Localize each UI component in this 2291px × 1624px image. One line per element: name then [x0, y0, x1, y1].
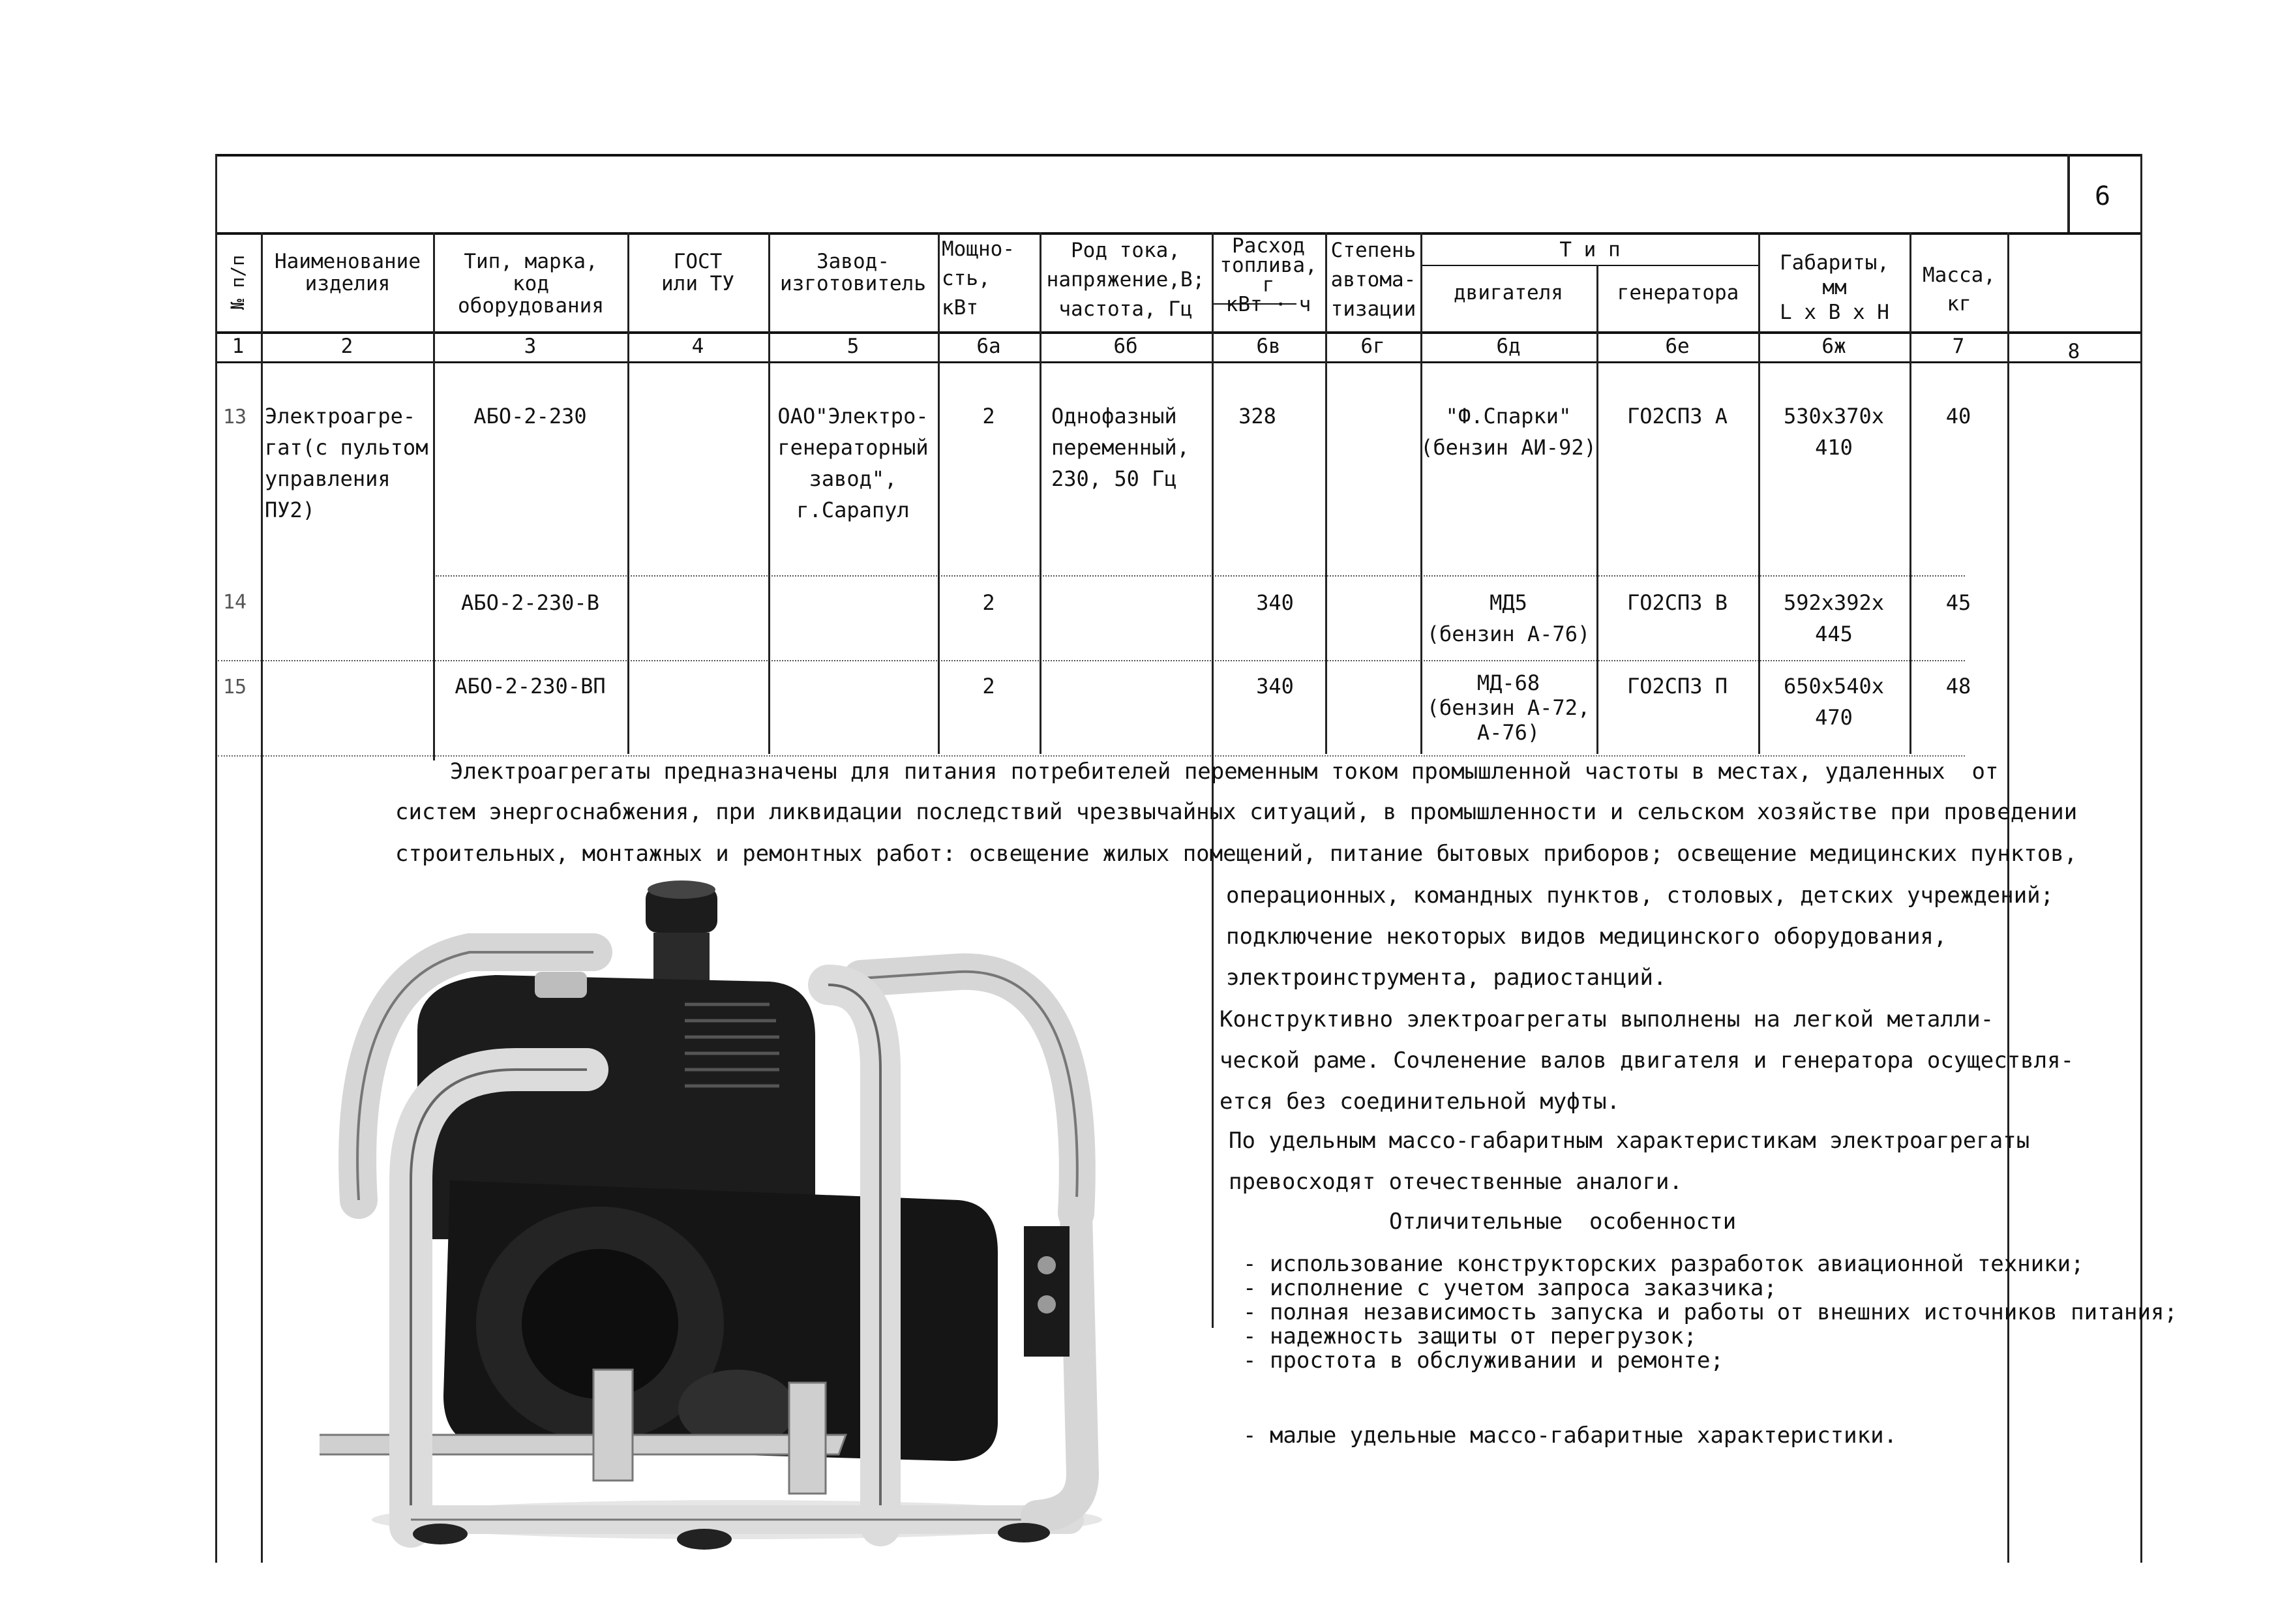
features-title: Отличительные особенности — [1389, 1209, 1737, 1235]
header-mass: Масса, кг — [1923, 263, 1996, 316]
row-13-generator: ГО2СПЗ А — [1626, 404, 1728, 429]
header-top-border — [215, 232, 2140, 235]
feature-item: - исполнение с учетом запроса заказчика; — [1243, 1275, 1777, 1301]
row-14-fuel: 340 — [1256, 590, 1294, 615]
feature-item: - использование конструкторских разработок авиационной техники; — [1243, 1251, 2084, 1277]
row-15-dimensions: 650x540x 470 — [1783, 674, 1885, 730]
header-gost: ГОСТ или ТУ — [661, 250, 734, 295]
top-border — [215, 154, 2140, 157]
colnum-5: 5 — [846, 335, 860, 358]
col-divider-3 — [627, 232, 629, 754]
header-dimensions: Габариты, мм L x B x H — [1780, 251, 1889, 324]
colnum-6a: 6а — [976, 335, 1001, 358]
design-paragraph: Конструктивно электроагрегаты выполнены на легкой металли- ческой раме. Сочленение валов двигателя и генератора осуществля- ется без соединительной муфты. — [1220, 1006, 2074, 1115]
row-14-dimensions: 592x392x 445 — [1783, 590, 1885, 646]
header-automation: Степень автома- тизации — [1330, 239, 1416, 321]
feature-last: - малые удельные массо-габаритные характеристики. — [1243, 1422, 1898, 1449]
colnum-3: 3 — [524, 335, 537, 358]
page-number: 6 — [2095, 181, 2111, 211]
row-15-mass: 48 — [1945, 674, 1971, 699]
colnum-7: 7 — [1952, 335, 1965, 358]
colnum-6g: 6г — [1360, 335, 1385, 358]
generator-photo — [320, 874, 1128, 1552]
row-14-engine: МД5 (бензин А-76) — [1426, 590, 1591, 646]
purpose-line-3: строительных, монтажных и ремонтных работ: освещение жилых помещений, питание бытовых приборов; освещение медицинских пунктов, — [395, 841, 2078, 867]
row-separator-2 — [218, 660, 1965, 661]
row-13-maker: ОАО"Электро- генераторный завод", г.Сарапул — [777, 404, 929, 522]
row-13-mass: 40 — [1945, 404, 1971, 429]
specific-paragraph: По удельным массо-габаритным характеристикам электроагрегаты превосходят отечественные аналоги. — [1229, 1128, 2030, 1195]
row-15-num: 15 — [223, 676, 247, 699]
colnum-6zh: 6ж — [1821, 335, 1846, 358]
header-type-group: Т и п — [1559, 238, 1621, 262]
row-13-engine: "Ф.Спарки" (бензин АИ-92) — [1420, 404, 1596, 460]
header-name: Наименование изделия — [275, 250, 421, 295]
header-current: Род тока, напряжение,В; частота, Гц — [1046, 239, 1205, 321]
colnum-6e: 6е — [1665, 335, 1690, 358]
row-13-power: 2 — [982, 404, 995, 429]
row-separator-1 — [436, 575, 1965, 577]
header-engine: двигателя — [1454, 281, 1563, 305]
colnum-bottom-border — [215, 361, 2140, 363]
header-maker: Завод- изготовитель — [780, 250, 926, 295]
header-num: № п/п — [227, 254, 248, 310]
colnum-6b: 6б — [1113, 335, 1138, 358]
colnum-6d: 6д — [1496, 335, 1521, 358]
row-14-mark: АБО-2-230-В — [461, 590, 599, 615]
row-13-name: Электроагре- гат(с пультом управления ПУ2) — [265, 404, 428, 522]
purpose-line-1: Электроагрегаты предназначены для питания потребителей переменным током промышленной частоты в местах, удаленных от — [450, 759, 1999, 785]
row-14-generator: ГО2СПЗ В — [1626, 590, 1728, 615]
row-15-power: 2 — [982, 674, 995, 699]
feature-item: - надежность защиты от перегрузок; — [1243, 1323, 1697, 1349]
type-subheader-line — [1420, 265, 1758, 266]
header-generator: генератора — [1617, 281, 1739, 305]
row-15-generator: ГО2СПЗ П — [1626, 674, 1728, 699]
col-divider-1 — [261, 232, 263, 1563]
row-13-current: Однофазный переменный, 230, 50 Гц — [1051, 404, 1190, 491]
header-mark: Тип, марка, код оборудования — [458, 250, 604, 318]
row-14-power: 2 — [982, 590, 995, 615]
row-13-dimensions: 530x370x 410 — [1783, 404, 1885, 460]
feature-item: - простота в обслуживании и ремонте; — [1243, 1347, 1724, 1374]
header-bottom-border — [215, 331, 2140, 334]
row-14-mass: 45 — [1945, 590, 1971, 615]
row-15-fuel: 340 — [1256, 674, 1294, 699]
frame-left — [215, 154, 217, 1563]
row-15-engine: МД-68 (бензин А-72, А-76) — [1426, 670, 1591, 745]
feature-item: - полная независимость запуска и работы от внешних источников питания; — [1243, 1299, 2178, 1325]
colnum-1: 1 — [232, 335, 245, 358]
row-13-mark: АБО-2-230 — [473, 404, 587, 429]
features-list — [1243, 1252, 2178, 1373]
page-number-box-left — [2067, 154, 2070, 232]
colnum-2: 2 — [340, 335, 353, 358]
row-15-mark: АБО-2-230-ВП — [455, 674, 606, 699]
row-14-num: 14 — [223, 591, 247, 614]
colnum-8: 8 — [2067, 340, 2080, 363]
row-13-fuel: 328 — [1238, 404, 1276, 429]
purpose-continued: операционных, командных пунктов, столовых, детских учреждений; подключение некоторых видов медицинского оборудования, электроинструмента, радиостанций. — [1226, 882, 2054, 991]
colnum-6v: 6в — [1256, 335, 1281, 358]
colnum-4: 4 — [691, 335, 704, 358]
header-fuel: Расход топлива, г кВт · ч — [1220, 234, 1317, 316]
purpose-line-2: систем энергоснабжения, при ликвидации последствий чрезвычайных ситуаций, в промышленности и сельском хозяйстве при проведении — [395, 799, 2078, 825]
header-power: Мощно- сть, кВт — [942, 237, 1015, 320]
row-13-num: 13 — [223, 406, 247, 429]
